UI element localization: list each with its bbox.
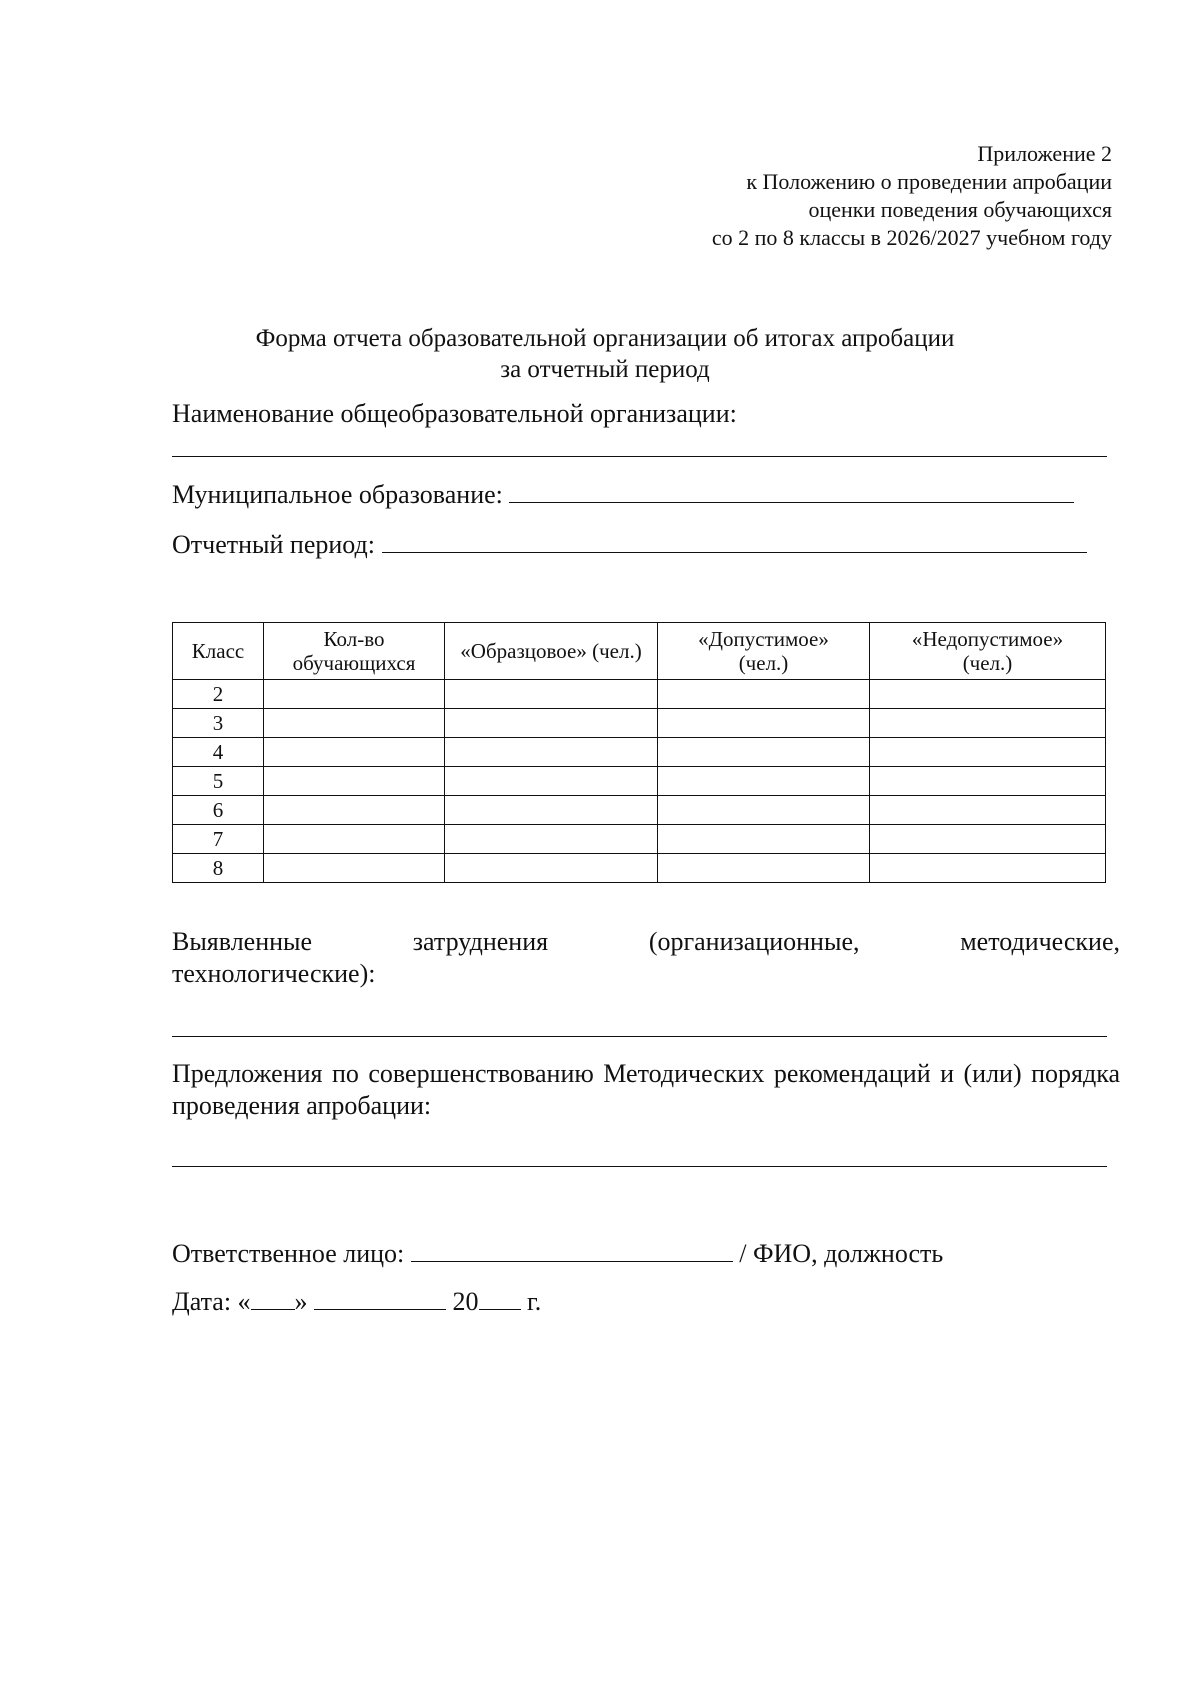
difficulties-text [172,926,1120,990]
table-row [173,796,1106,825]
exemplary-cell[interactable] [445,709,658,738]
municipality-field[interactable] [509,478,1074,503]
acceptable-cell[interactable] [658,767,870,796]
title-line: за отчетный период [500,356,710,383]
org-name-label: Наименование общеобразовательной организации: [172,399,737,428]
period-field[interactable] [382,528,1087,553]
table-header-row [173,623,1106,680]
date-label: Дата: « [172,1287,251,1316]
unacceptable-cell[interactable] [870,825,1106,854]
title-line: Форма отчета образовательной организации об итогах апробации [255,325,955,352]
class-cell: 7 [173,825,264,854]
unacceptable-cell[interactable] [870,854,1106,883]
acceptable-cell[interactable] [658,709,870,738]
exemplary-cell[interactable] [445,680,658,709]
date-month-field[interactable] [314,1285,446,1310]
class-cell: 3 [173,709,264,738]
form-title [160,323,1050,385]
difficulties-line2: технологические): [172,959,376,988]
class-cell: 6 [173,796,264,825]
unacceptable-cell[interactable] [870,738,1106,767]
count-cell[interactable] [264,854,445,883]
unacceptable-cell[interactable] [870,680,1106,709]
unacceptable-cell[interactable] [870,709,1106,738]
unacceptable-cell[interactable] [870,796,1106,825]
table-row [173,854,1106,883]
exemplary-cell[interactable] [445,796,658,825]
date-mid: » [294,1287,308,1316]
municipality-row [172,478,1074,511]
acceptable-cell[interactable] [658,680,870,709]
header-student-count: Кол-во обучающихся [264,623,445,680]
responsible-suffix: / ФИО, должность [739,1239,944,1268]
table-row [173,709,1106,738]
unacceptable-cell[interactable] [870,767,1106,796]
acceptable-cell[interactable] [658,854,870,883]
acceptable-cell[interactable] [658,796,870,825]
count-cell[interactable] [264,738,445,767]
acceptable-cell[interactable] [658,825,870,854]
appendix-line: оценки поведения обучающихся [808,197,1112,222]
difficulties-field[interactable] [172,1036,1107,1037]
date-suffix: г. [527,1287,542,1316]
results-table [172,622,1106,883]
header-class: Класс [173,623,264,680]
table-row [173,767,1106,796]
header-exemplary: «Образцовое» (чел.) [445,623,658,680]
appendix-line: Приложение 2 [977,141,1112,166]
period-row [172,528,1087,561]
table-row [173,738,1106,767]
date-day-field[interactable] [251,1285,295,1310]
date-row [172,1285,541,1318]
acceptable-cell[interactable] [658,738,870,767]
org-name-field[interactable] [172,456,1107,457]
date-year-field[interactable] [479,1285,521,1310]
table-row [173,680,1106,709]
period-label: Отчетный период: [172,530,375,559]
count-cell[interactable] [264,709,445,738]
municipality-label: Муниципальное образование: [172,480,503,509]
class-cell: 5 [173,767,264,796]
table-row [173,825,1106,854]
count-cell[interactable] [264,680,445,709]
responsible-row [172,1237,943,1270]
date-year-prefix: 20 [452,1287,479,1316]
appendix-header [592,140,1112,252]
class-cell: 2 [173,680,264,709]
count-cell[interactable] [264,825,445,854]
responsible-field[interactable] [411,1237,733,1262]
proposals-field[interactable] [172,1166,1107,1167]
count-cell[interactable] [264,767,445,796]
class-cell: 4 [173,738,264,767]
appendix-line: к Положению о проведении апробации [746,169,1112,194]
header-unacceptable: «Недопустимое» (чел.) [870,623,1106,680]
proposals-text: Предложения по совершенствованию Методических рекомендаций и (или) порядка проведения апробации: [172,1059,1120,1120]
exemplary-cell[interactable] [445,738,658,767]
header-acceptable: «Допустимое» (чел.) [658,623,870,680]
count-cell[interactable] [264,796,445,825]
difficulties-line1: Выявленные затруднения (организационные, методические, [172,927,1120,956]
exemplary-cell[interactable] [445,854,658,883]
exemplary-cell[interactable] [445,767,658,796]
responsible-label: Ответственное лицо: [172,1239,405,1268]
exemplary-cell[interactable] [445,825,658,854]
class-cell: 8 [173,854,264,883]
appendix-line: со 2 по 8 классы в 2026/2027 учебном году [711,225,1112,250]
